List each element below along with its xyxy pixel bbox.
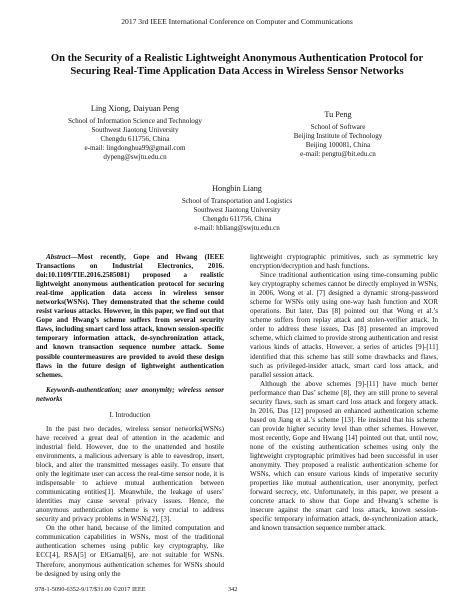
keywords-text: user anonymity; wireless sensor networks bbox=[36, 385, 224, 403]
affiliation-line: Beijing 100081, China bbox=[305, 141, 371, 150]
affiliation-line: Chengdu 611756, China bbox=[100, 135, 170, 144]
affiliation-line: Southwest Jiaotong University bbox=[193, 206, 281, 215]
affiliation-line: School of Information Science and Technology bbox=[68, 117, 202, 126]
conference-header: 2017 3rd IEEE International Conference on Computer and Communications bbox=[121, 17, 353, 26]
keywords bbox=[36, 386, 224, 404]
author-block-2 bbox=[268, 110, 408, 159]
body-paragraph: Since traditional authentication using time-consuming public key cryptography schemes cannot be directly employed in WSNs, in 2006, Wong et al. [7] designed a dynamic strong-password scheme for WSNs only using one-way hash function and XOR operations. But later, Das [8] pointed out that Wong et al.’s scheme suffers from replay attack and stolen-verifier attack. In order to address these issues, Das [8] presented an improved scheme, which claimed to provide strong authentication and resist various kinds of attacks. However, a series of articles [9]-[11] identified that this scheme has still some drawbacks and flaws, such as privileged-insider attack, smart card loss attack, and parallel session attack. bbox=[250, 271, 438, 379]
author-name: Tu Peng bbox=[324, 110, 352, 119]
email-line: dypeng@swjtu.edu.cn bbox=[103, 153, 167, 162]
copyright-footer: 978-1-5090-6352-9/17/$31.00 ©2017 IEEE bbox=[35, 586, 146, 593]
author-block-3 bbox=[152, 184, 322, 233]
affiliation-line: Southwest Jiaotong University bbox=[91, 126, 179, 135]
affiliation-line: Beijing Institute of Technology bbox=[293, 132, 383, 141]
paper-title: On the Security of a Realistic Lightweight Anonymous Authentication Protocol for Securing Real-Time Application Data Access in Wireless Sensor Networks bbox=[50, 53, 424, 77]
email-line: e-mail: pengtu@bit.edu.cn bbox=[300, 150, 376, 159]
email-line: e-mail: hbliang@swjtu.edu.cn bbox=[194, 224, 280, 233]
email-line: e-mail: lingdonghua99@gmail.com bbox=[84, 144, 186, 153]
abstract-text: —Most recently, Gope and Hwang (IEEE Transactions on Industrial Electronics, 2016. doi:10.1109/TIE.2016.2585081) proposed a realistic lightweight anonymous authentication protocol for securing real-time application data access in wireless sensor networks(WSNs). They demonstrated that the scheme could resist various attacks. However, in this paper, we find out that Gope and Hwang’s scheme suffers from several security flaws, including smart card loss attack, known session-specific temporary information attack, de-synchronization attack, and known transaction sequence number attack. Some possible countermeasures are provided to avoid these design flaws in the future design of lightweight authentication schemes. bbox=[36, 253, 224, 379]
body-paragraph: Although the above schemes [9]-[11] have much better performance than Das’ scheme [8], they are still prone to several security flaws, such as smart card loss attack and forgery attack. In 2016, Das [12] proposed an enhanced authentication scheme based on Jiang et al.’s scheme [13]. He insisted that his scheme can provide higher security level than other schemes. However, most recently, Gope and Hwang [14] pointed out that, until now, none of the existing authentication schemes using only the lightweight cryptographic primitives had been successful in user anonymity. They proposed a realistic authentication scheme for WSNs, which can ensure various kinds of imperative security properties like mutual authentication, user anonymity, perfect forward secrecy, etc. Unfortunately, in this paper, we present a concrete attack to show that Gope and Hwang’s scheme is insecure against the smart card loss attack, known session-specific temporary information attack, de-synchronization attack, and known transaction sequence number attack. bbox=[250, 379, 438, 533]
author-block-1 bbox=[50, 104, 220, 163]
body-paragraph: lightweight cryptographic primitives, such as symmetric key encryption/decryption and hash functions. bbox=[250, 253, 438, 271]
author-name: Hongbin Liang bbox=[212, 184, 262, 193]
body-paragraph: In the past two decades, wireless sensor networks(WSNs) have received a great deal of attention in the academic and industrial field. However, due to the unattended and hostile environments, a malicious adversary is able to eavesdrop, insert, block, and alter the transmitted messages easily. To ensure that only the legitimate user can access the real-time sensor node, it is indispensable to achieve mutual authentication between communicating entities[1]. Meanwhile, the leakage of users’ identities may cause several privacy issues. Hence, the anonymous authentication scheme is very crucial to address security and privacy problems in WSNs[2], [3]. bbox=[36, 424, 224, 524]
page-number: 342 bbox=[228, 586, 238, 593]
body-paragraph: On the other hand, because of the limited computation and communication capabilities in WSNs, most of the traditional authentication schemes using public key cryptography, like ECC[4], RSA[5] or ElGamal[6], are not suitable for WSNs. Therefore, anonymous authentication schemes for WSNs should be designed by using only the bbox=[36, 524, 224, 578]
author-name: Ling Xiong, Daiyuan Peng bbox=[90, 104, 180, 113]
affiliation-line: School of Transportation and Logistics bbox=[181, 197, 293, 206]
affiliation-line: Chengdu 611756, China bbox=[202, 215, 272, 224]
abstract-label: Abstract bbox=[46, 253, 71, 261]
left-column bbox=[36, 253, 224, 579]
keywords-label: Keywords-authentication; bbox=[46, 385, 126, 394]
section-heading: I. Introduction bbox=[109, 410, 151, 419]
abstract bbox=[36, 253, 224, 380]
right-column bbox=[250, 253, 438, 533]
affiliation-line: School of Software bbox=[310, 123, 366, 132]
